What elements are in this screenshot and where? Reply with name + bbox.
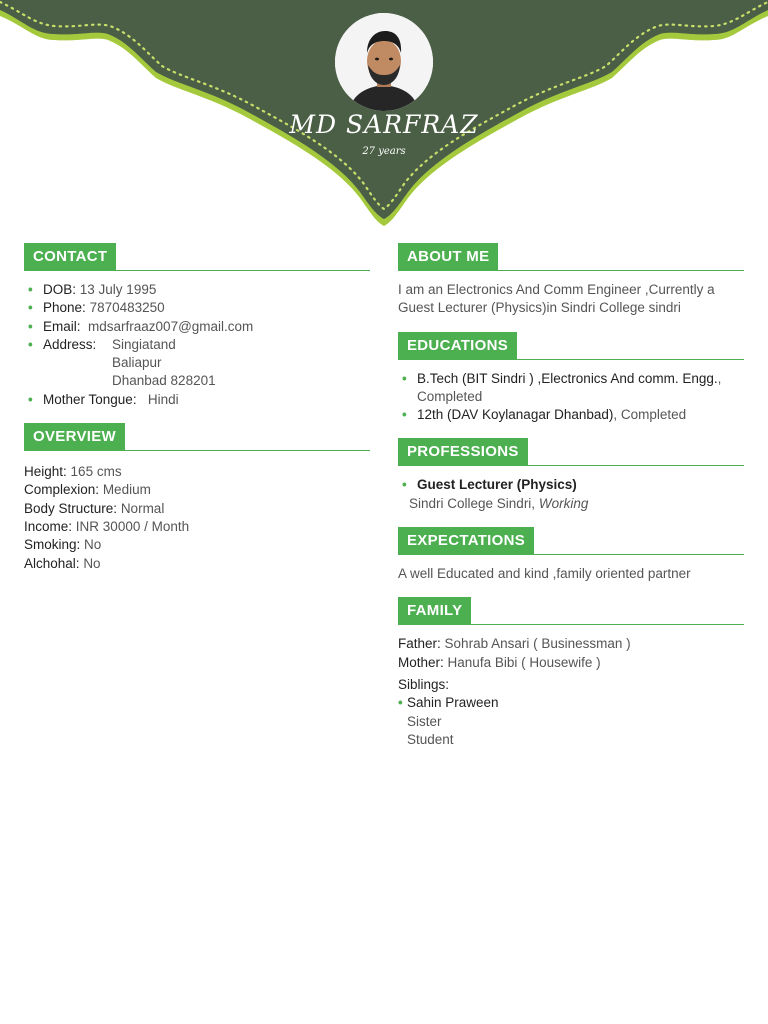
expectations-text: A well Educated and kind ,family oriented partner (398, 566, 691, 582)
sibling-occupation: Student (407, 731, 454, 747)
education-item: • B.Tech (BIT Sindri ) ,Electronics And comm. Engg., Completed (402, 370, 722, 404)
overview-income: Income: INR 30000 / Month (24, 518, 190, 534)
address-line: Baliapur (112, 355, 162, 371)
contact-title: CONTACT (24, 243, 116, 271)
sibling-name: • Sahin Praween (398, 695, 499, 711)
expectations-section (398, 527, 744, 583)
profession-place: Sindri College Sindri, Working (409, 495, 589, 511)
educations-header (398, 332, 744, 360)
professions-section (398, 438, 744, 513)
contact-section (24, 243, 370, 409)
overview-header (24, 423, 370, 451)
overview-height: Height: 165 cms (24, 464, 122, 480)
contact-mother-tongue: • Mother Tongue: Hindi (28, 391, 179, 407)
overview-complexion: Complexion: Medium (24, 482, 151, 498)
sibling-relation: Sister (407, 713, 442, 729)
family-mother: Mother: Hanufa Bibi ( Housewife ) (398, 654, 601, 670)
profile-photo (335, 13, 433, 111)
right-column (398, 243, 744, 763)
family-siblings-label: Siblings: (398, 676, 450, 692)
contact-dob: • DOB: 13 July 1995 (28, 282, 157, 297)
education-item: • 12th (DAV Koylanagar Dhanbad), Completed (402, 407, 687, 423)
siblings-list (398, 694, 744, 712)
profession-role: • Guest Lecturer (Physics) (402, 477, 577, 493)
profile-name: MD SARFRAZ (289, 110, 479, 139)
educations-title: EDUCATIONS (398, 332, 517, 360)
contact-phone: • Phone: 7870483250 (28, 300, 165, 316)
expectations-header (398, 527, 744, 555)
family-title: FAMILY (398, 597, 471, 625)
family-section (398, 597, 744, 749)
educations-section (398, 332, 744, 425)
family-father: Father: Sohrab Ansari ( Businessman ) (398, 636, 631, 652)
professions-title: PROFESSIONS (398, 438, 528, 466)
overview-body-structure: Body Structure: Normal (24, 500, 165, 516)
expectations-title: EXPECTATIONS (398, 527, 534, 555)
address-line: Dhanbad 828201 (112, 373, 216, 389)
education-list (398, 370, 744, 425)
contact-email: • Email: mdsarfraaz007@gmail.com (28, 318, 254, 334)
about-section (398, 243, 744, 318)
address-line: Singiatand (112, 336, 176, 352)
profession-status: Working (538, 495, 589, 511)
overview-title: OVERVIEW (24, 423, 125, 451)
profile-age: 27 years (362, 146, 406, 157)
overview-smoking: Smoking: No (24, 537, 102, 553)
phone-number[interactable]: 7870483250 (89, 300, 165, 316)
about-text: I am an Electronics And Comm Engineer ,Currently a Guest Lecturer (Physics)in Sindri College sindri (398, 282, 715, 316)
professions-header (398, 438, 744, 466)
contact-list (24, 281, 370, 409)
email-link[interactable]: mdsarfraaz007@gmail.com (88, 318, 254, 334)
contact-address: • Address: Singiatand Baliapur Dhanbad 828201 (24, 336, 370, 391)
profession-list (398, 476, 744, 494)
family-header (398, 597, 744, 625)
about-header (398, 243, 744, 271)
left-column (24, 243, 370, 587)
about-title: ABOUT ME (398, 243, 498, 271)
overview-section (24, 423, 370, 573)
contact-header (24, 243, 370, 271)
overview-alchohal: Alchohal: No (24, 555, 101, 571)
